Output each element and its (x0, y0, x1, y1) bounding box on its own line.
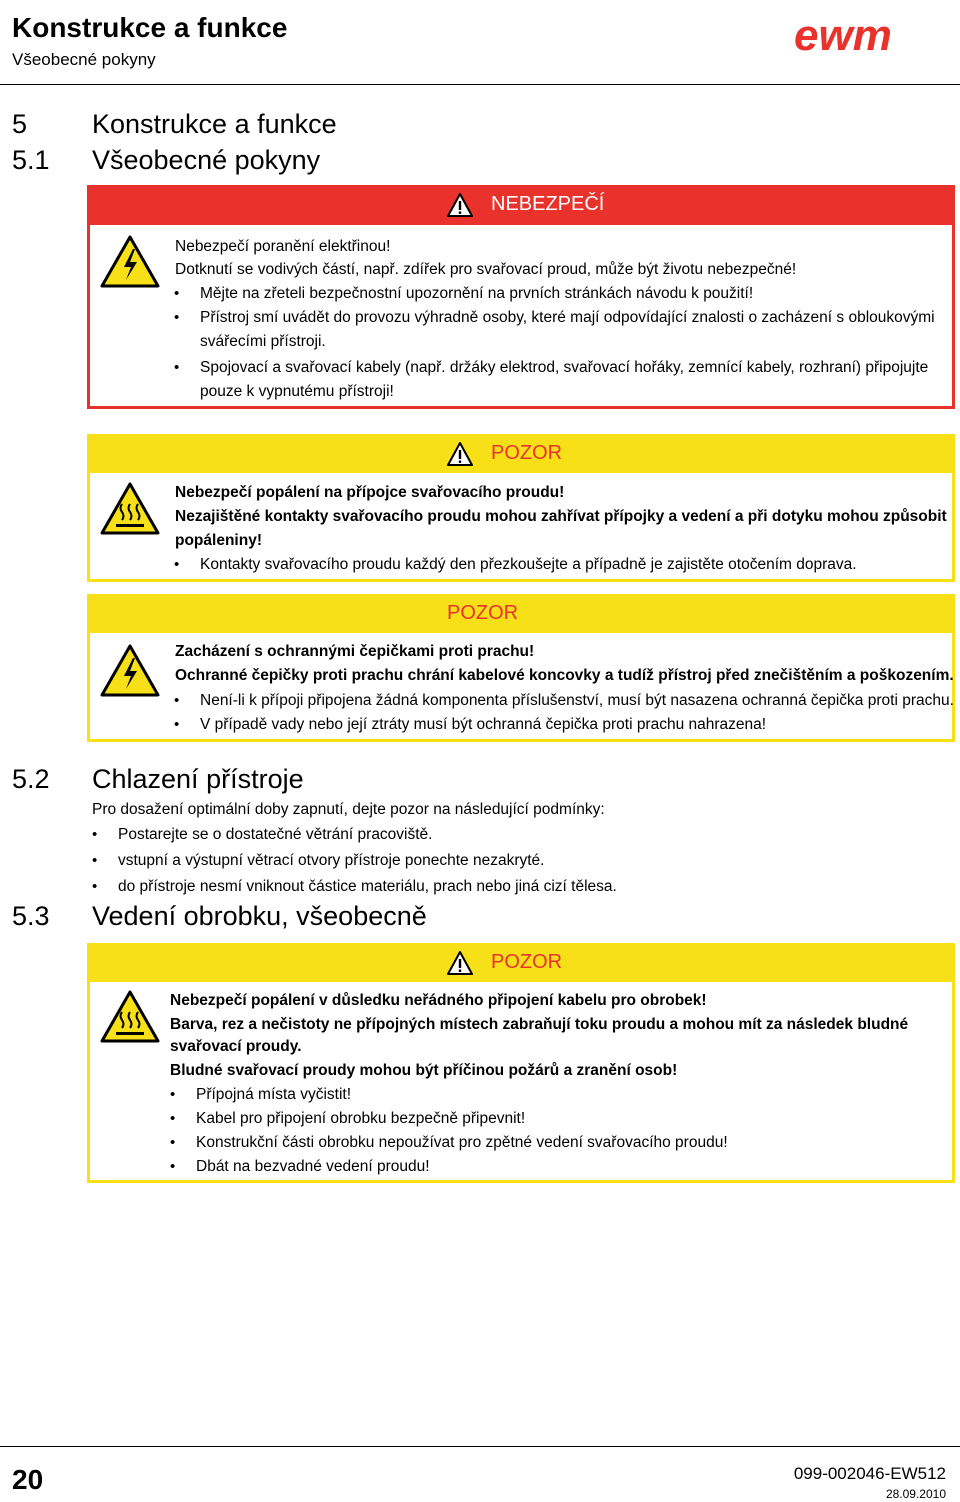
caution-header-bar (87, 943, 955, 982)
caution-dust-line-2: Ochranné čepičky proti prachu chrání kabelové koncovky a tudíž přístroj před znečištěním a poškozením. (175, 667, 954, 684)
bullet-glyph: • (174, 285, 180, 302)
hot-surface-icon (100, 482, 160, 535)
caution-burn-line-2: Nezajištěné kontakty svařovacího proudu mohou zahřívat přípojky a vedení a při dotyku mohou způsobit (175, 508, 947, 525)
cooling-bullet-1: Postarejte se o dostatečné větrání pracoviště. (118, 826, 433, 843)
bullet-glyph: • (174, 309, 180, 326)
caution-burn-line-1: Nebezpečí popálení na přípojce svařovacího proudu! (175, 484, 565, 501)
danger-line-1: Nebezpečí poranění elektřinou! (175, 238, 391, 255)
caution-label: POZOR (447, 602, 519, 624)
caution-notice-burn (87, 434, 955, 582)
bullet-glyph: • (92, 852, 98, 869)
page-number: 20 (12, 1464, 44, 1495)
caution-header-bar (87, 594, 955, 633)
footer-divider (0, 1446, 960, 1447)
logo-text: ewm (794, 16, 892, 56)
caution-workpiece-bullet-3: Konstrukční části obrobku nepoužívat pro zpětné vedení svařovacího proudu! (196, 1134, 728, 1151)
bullet-glyph: • (170, 1086, 176, 1103)
caution-label: POZOR (491, 951, 563, 973)
page-header-subtitle: Všeobecné pokyny (12, 50, 156, 69)
caution-workpiece-bullet-4: Dbát na bezvadné vedení proudu! (196, 1158, 430, 1175)
caution-dust-bullet-2: V případě vady nebo její ztráty musí být ochranná čepička proti prachu nahrazena! (200, 716, 767, 733)
caution-dust-line-1: Zacházení s ochrannými čepičkami proti prachu! (175, 643, 535, 660)
danger-bullet-2-cont: svářecími přístroji. (200, 333, 326, 350)
bullet-glyph: • (174, 556, 180, 573)
caution-burn-line-3: popáleniny! (175, 532, 262, 549)
caution-label: POZOR (491, 442, 563, 464)
warning-triangle-icon (447, 442, 473, 466)
header-divider (0, 84, 960, 85)
danger-bullet-3: Spojovací a svařovací kabely (např. držáky elektrod, svařovací hořáky, zemnící kabely, rozhraní) připojujte (200, 359, 929, 376)
danger-bullet-1: Mějte na zřeteli bezpečnostní upozornění na prvních stránkách návodu k použití! (200, 285, 754, 302)
warning-triangle-icon (447, 951, 473, 975)
danger-header-bar (87, 185, 955, 225)
warning-triangle-icon (447, 193, 473, 217)
electric-hazard-icon (100, 235, 160, 288)
hot-surface-icon (100, 990, 160, 1043)
bullet-glyph: • (174, 692, 180, 709)
cooling-bullet-2: vstupní a výstupní větrací otvory přístroje ponechte nezakryté. (118, 852, 545, 869)
document-number: 099-002046-EW512 (793, 1464, 946, 1483)
caution-burn-bullet-1: Kontakty svařovacího proudu každý den přezkoušejte a případně je zajistěte otočením doprava. (200, 556, 857, 573)
caution-dust-bullet-1: Není-li k přípoji připojena žádná komponenta příslušenství, musí být nasazena ochranná čepička proti prachu. (200, 692, 954, 709)
caution-workpiece-bullet-2: Kabel pro připojení obrobku bezpečně připevnit! (196, 1110, 526, 1127)
danger-bullet-3-cont: pouze k vypnutému přístroji! (200, 383, 394, 400)
danger-line-2: Dotknutí se vodivých částí, např. zdířek pro svařovací proud, může být životu nebezpečné! (175, 261, 797, 278)
cooling-bullet-3: do přístroje nesmí vniknout částice materiálu, prach nebo jiná cizí tělesa. (118, 878, 617, 895)
bullet-glyph: • (170, 1158, 176, 1175)
caution-workpiece-line-1: Nebezpečí popálení v důsledku neřádného připojení kabelu pro obrobek! (170, 992, 707, 1009)
caution-notice-dust-caps (87, 594, 955, 742)
bullet-glyph: • (174, 359, 180, 376)
bullet-glyph: • (170, 1110, 176, 1127)
caution-header-bar (87, 434, 955, 473)
cooling-intro: Pro dosažení optimální doby zapnutí, dejte pozor na následující podmínky: (92, 801, 605, 818)
document-date: 28.09.2010 (885, 1487, 946, 1501)
electric-hazard-icon (100, 644, 160, 697)
caution-notice-workpiece (87, 943, 955, 1183)
danger-label: NEBEZPEČÍ (491, 193, 605, 215)
danger-notice (87, 185, 955, 409)
caution-workpiece-line-4: Bludné svařovací proudy mohou být příčinou požárů a zranění osob! (170, 1062, 678, 1079)
caution-workpiece-line-2: Barva, rez a nečistoty ne přípojných místech zabraňují toku proudu a mohou mít za následek bludné (170, 1016, 909, 1033)
caution-workpiece-line-3: svařovací proudy. (170, 1038, 302, 1055)
bullet-glyph: • (92, 826, 98, 843)
page-header-title: Konstrukce a funkce (12, 12, 288, 43)
caution-workpiece-bullet-1: Přípojná místa vyčistit! (196, 1086, 352, 1103)
danger-bullet-2: Přístroj smí uvádět do provozu výhradně osoby, které mají odpovídající znalosti o zacházení s obloukovými (200, 309, 935, 326)
ewm-logo (794, 16, 936, 56)
bullet-glyph: • (92, 878, 98, 895)
bullet-glyph: • (170, 1134, 176, 1151)
bullet-glyph: • (174, 716, 180, 733)
